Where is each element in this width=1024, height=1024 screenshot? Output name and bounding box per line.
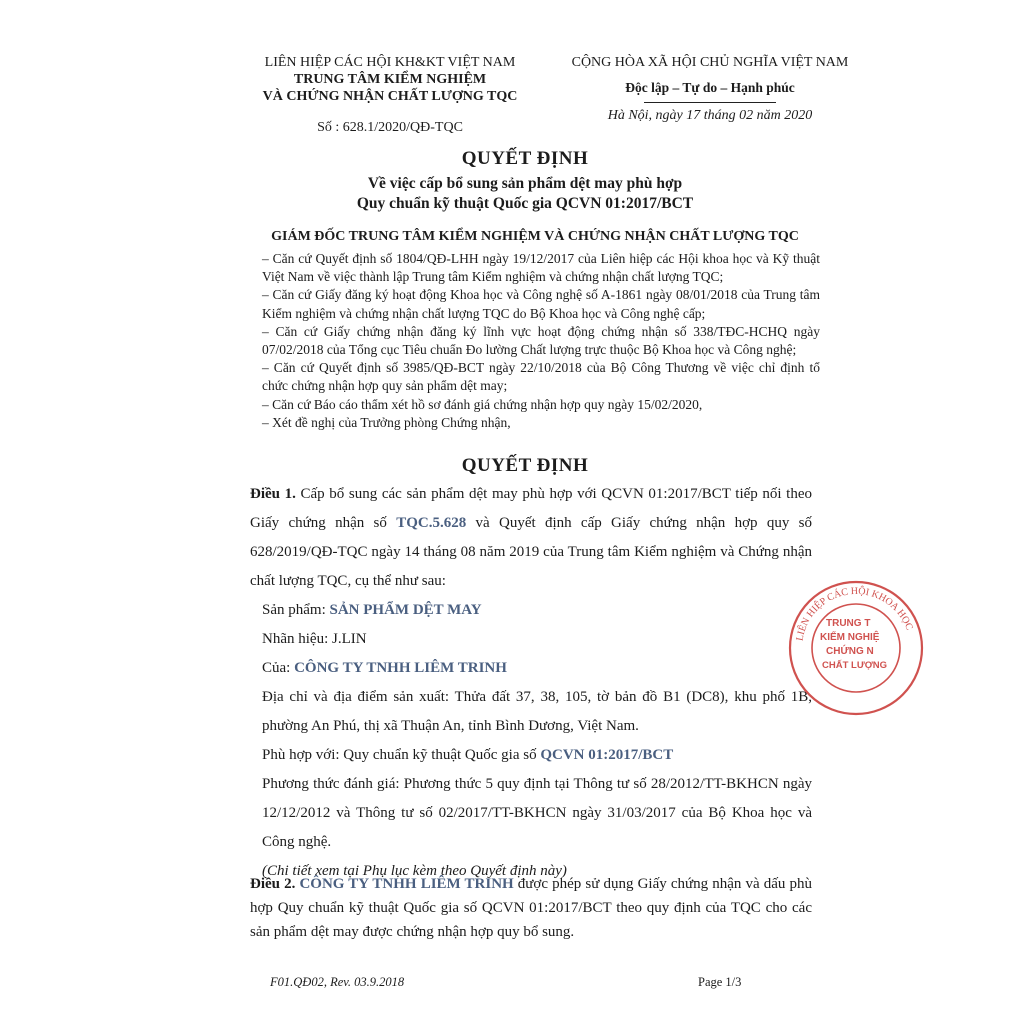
conformity-line [250,741,812,770]
decision-number: Số : 628.1/2020/QĐ-TQC [317,120,463,135]
assessment-method: Phương thức đánh giá: Phương thức 5 quy định tại Thông tư số 28/2012/TT-BKHCN ngày 12/12/2012 và Thông tư số 02/2017/TT-BKHCN ngày 31/03/2017 của Bộ Khoa học và Công nghệ. [262,776,812,850]
issue-date: Hà Nội, ngày 17 tháng 02 năm 2020 [607,108,813,123]
basis-item: – Căn cứ Báo cáo thẩm xét hồ sơ đánh giá chứng nhận hợp quy ngày 15/02/2020, [262,396,703,412]
brand-line [250,625,812,654]
product-label: Sản phẩm: [262,602,330,618]
product-value: SẢN PHẨM DỆT MAY [329,602,482,618]
seal-inner-4: CHẤT LƯỢNG [822,660,888,671]
official-seal [786,578,926,718]
seal-ring-text: LIÊN HIỆP CÁC HỘI KHOA HỌC [794,585,915,642]
parent-org: LIÊN HIỆP CÁC HỘI KH&KT VIỆT NAM [264,55,516,70]
basis-item: – Căn cứ Quyết định số 3985/QĐ-BCT ngày 22/10/2018 của Bộ Công Thương về việc chỉ định tổ chức chứng nhận hợp quy sản phẩm dệt may; [262,360,820,394]
article-2-text [250,872,812,944]
issuer-block [240,54,540,136]
org-name-line1: TRUNG TÂM KIỂM NGHIỆM [293,72,487,87]
address-line: Địa chỉ và địa điểm sản xuất: Thửa đất 37, 38, 105, tờ bản đồ B1 (DC8), khu phố 1B, phường An Phú, thị xã Thuận An, tỉnh Bình Dương, Việt Nam. [262,689,812,734]
article-2 [250,872,812,944]
brand-label: Nhãn hiệu: [262,631,332,647]
motto-underline [644,102,776,103]
article-1-text-a: Cấp bổ sung các sản phẩm dệt may phù hợp với QCVN 01:2017/BCT tiếp nối theo Giấy chứng nhận số [250,486,813,531]
seal-graphic [786,578,926,718]
conformity-value: QCVN 01:2017/BCT [540,747,674,763]
director-heading: GIÁM ĐỐC TRUNG TÂM KIỂM NGHIỆM VÀ CHỨNG NHẬN CHẤT LƯỢNG TQC [271,229,799,244]
owner-value: CÔNG TY TNHH LIÊM TRINH [294,660,507,676]
article-1-label: Điều 1. [250,486,296,502]
document-title: QUYẾT ĐỊNH [461,148,589,169]
country-name: CỘNG HÒA XÃ HỘI CHỦ NGHĨA VIỆT NAM [571,55,849,70]
conformity-label: Phù hợp với: Quy chuẩn kỹ thuật Quốc gia số [262,747,541,763]
article-1-text-b: và Quyết định cấp Giấy chứng nhận hợp quy số 628/2019/QĐ-TQC ngày 14 tháng 08 năm 2019 của Trung tâm Kiểm nghiệm và Chứng nhận chất lượng TQC, cụ thể như sau: [250,515,812,589]
appendix-note: (Chi tiết xem tại Phụ lục kèm theo Quyết định này) [262,863,567,879]
owner-label: Của: [262,660,295,676]
org-name-line2: VÀ CHỨNG NHẬN CHẤT LƯỢNG TQC [262,89,518,104]
seal-inner-2: KIỂM NGHIỆ [820,632,880,643]
seal-inner-3: CHỨNG N [826,646,874,657]
document-subtitle-2: Quy chuẩn kỹ thuật Quốc gia QCVN 01:2017/BCT [356,195,694,212]
certificate-number: TQC.5.628 [396,515,467,531]
article-1 [250,480,812,886]
form-code: F01.QĐ02, Rev. 03.9.2018 [270,975,405,989]
national-header [545,54,875,124]
seal-inner-1: TRUNG T [826,618,871,629]
decision-heading: QUYẾT ĐỊNH [461,455,589,476]
article-1-intro [250,480,812,596]
article-2-body: được phép sử dụng Giấy chứng nhận và dấu phù hợp Quy chuẩn kỹ thuật Quốc gia số QCVN 01:2017/BCT theo quy định của TQC cho các sản phẩm dệt may được chứng nhận hợp quy bổ sung. [250,876,813,940]
article-2-label: Điều 2. [250,876,300,892]
product-line [250,596,812,625]
page-number: Page 1/3 [698,975,742,989]
brand-value: J.LIN [331,631,367,647]
basis-item: – Căn cứ Quyết định số 1804/QĐ-LHH ngày 19/12/2017 của Liên hiệp các Hội khoa học và Kỹ thuật Việt Nam về việc thành lập Trung tâm Kiểm nghiệm và chứng nhận chất lượng TQC; [262,251,820,285]
national-motto: Độc lập – Tự do – Hạnh phúc [625,80,795,95]
basis-item: – Xét đề nghị của Trưởng phòng Chứng nhận, [262,414,511,430]
basis-item: – Căn cứ Giấy chứng nhận đăng ký lĩnh vực hoạt động chứng nhận số 338/TĐC-HCHQ ngày 07/02/2018 của Tổng cục Tiêu chuẩn Đo lường Chất lượng trực thuộc Bộ Khoa học và Công nghệ; [262,323,820,358]
basis-item: – Căn cứ Giấy đăng ký hoạt động Khoa học và Công nghệ số A-1861 ngày 08/01/2018 của Trung tâm Kiểm nghiệm và chứng nhận chất lượng TQC do Bộ Khoa học và Công nghệ cấp; [262,287,820,321]
owner-line [250,654,812,683]
article-2-company: CÔNG TY TNHH LIÊM TRINH [299,876,514,892]
document-subtitle-1: Về việc cấp bổ sung sản phẩm dệt may phù hợp [367,175,683,192]
legal-basis [250,250,820,432]
